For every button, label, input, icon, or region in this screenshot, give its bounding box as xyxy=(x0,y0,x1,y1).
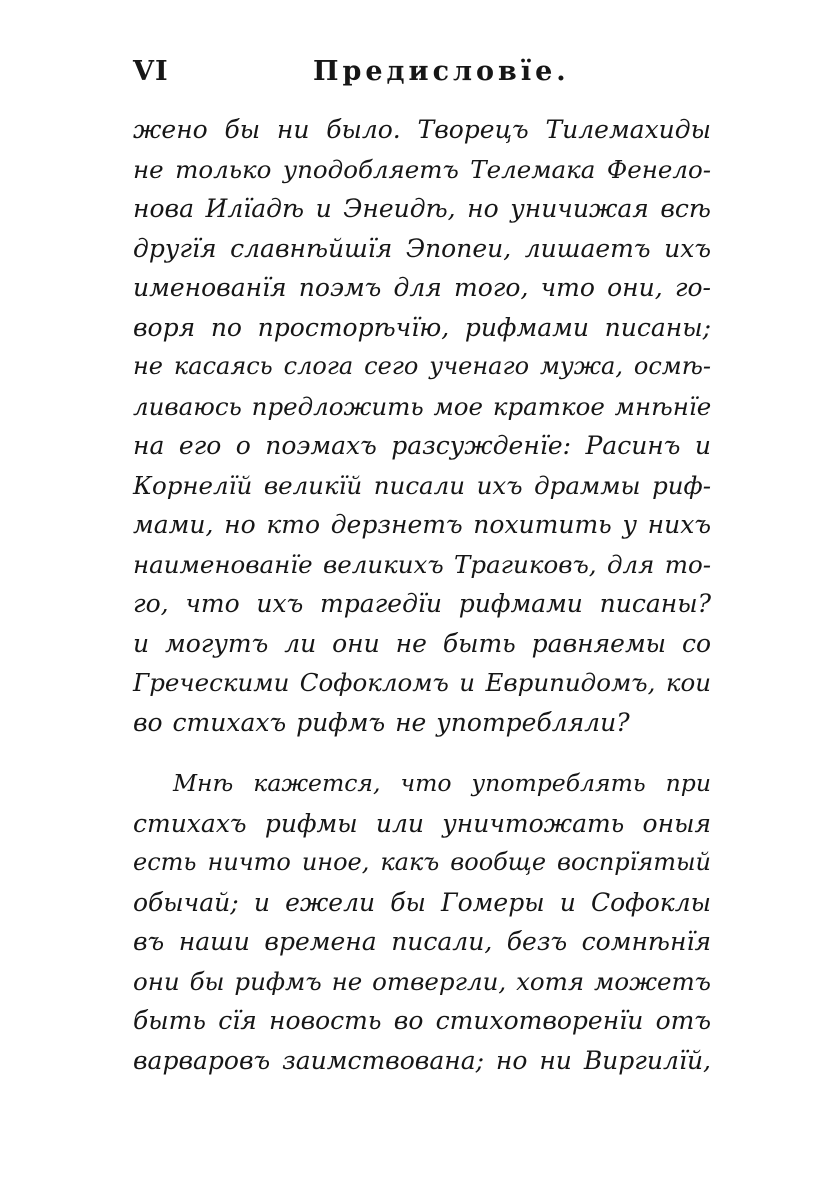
text-line: и могутъ ли они не быть равняемы со xyxy=(133,628,711,658)
text-line: варваровъ заимствована; но ни Виргилїй, xyxy=(133,1045,711,1075)
text-line: Корнелїй великїй писали ихъ драммы риф- xyxy=(133,470,711,500)
text-line: не только уподобляетъ Телемака Фенело- xyxy=(133,154,711,184)
page-number: VI xyxy=(133,56,169,87)
paragraph-2 xyxy=(133,764,711,1080)
text-line: обычай; и ежели бы Гомеры и Софоклы xyxy=(133,887,711,917)
text-line: именованїя поэмъ для того, что они, го- xyxy=(133,273,711,302)
running-head xyxy=(133,56,713,96)
text-line: ливаюсь предложить мое краткое мнѣнїе xyxy=(133,391,712,421)
text-line: го, что ихъ трагедїи рифмами писаны? xyxy=(133,589,711,618)
text-line: нова Илїадѣ и Энеидѣ, но уничижая всѣ xyxy=(133,194,711,223)
text-line: есть ничто иное, какъ вообще воспрїятый xyxy=(133,848,711,876)
text-line: мами, но кто дерзнетъ похитить у нихъ xyxy=(133,510,711,539)
text-line: наименованїе великихъ Трагиковъ, для то- xyxy=(133,549,711,579)
text-line: быть сїя новость во стихотворенїи отъ xyxy=(133,1006,711,1035)
text-line: въ наши времена писали, безъ сомнѣнїя xyxy=(133,927,711,956)
paragraph-1 xyxy=(133,110,711,742)
text-line: воря по просторѣчїю, рифмами писаны; xyxy=(133,312,711,342)
text-line: они бы рифмъ не отвергли, хотя можетъ xyxy=(133,966,711,996)
running-title: Предисловїе. xyxy=(313,56,570,87)
text-line: Греческими Софокломъ и Еврипидомъ, кои xyxy=(133,668,711,697)
text-line: на его о поэмахъ разсужденїе: Расинъ и xyxy=(133,431,711,460)
text-line: другїя славнѣйшїя Эпопеи, лишаетъ ихъ xyxy=(133,233,711,263)
text-line: не касаясь слога сего ученаго мужа, осмѣ- xyxy=(133,352,711,380)
text-line: стихахъ рифмы или уничтожать оныя xyxy=(133,808,711,838)
text-line: жено бы ни было. Творецъ Тилемахиды xyxy=(133,115,711,144)
text-line: во стихахъ рифмъ не употребляли? xyxy=(133,707,630,737)
text-line: Мнѣ кажется, что употреблять при xyxy=(173,769,711,797)
